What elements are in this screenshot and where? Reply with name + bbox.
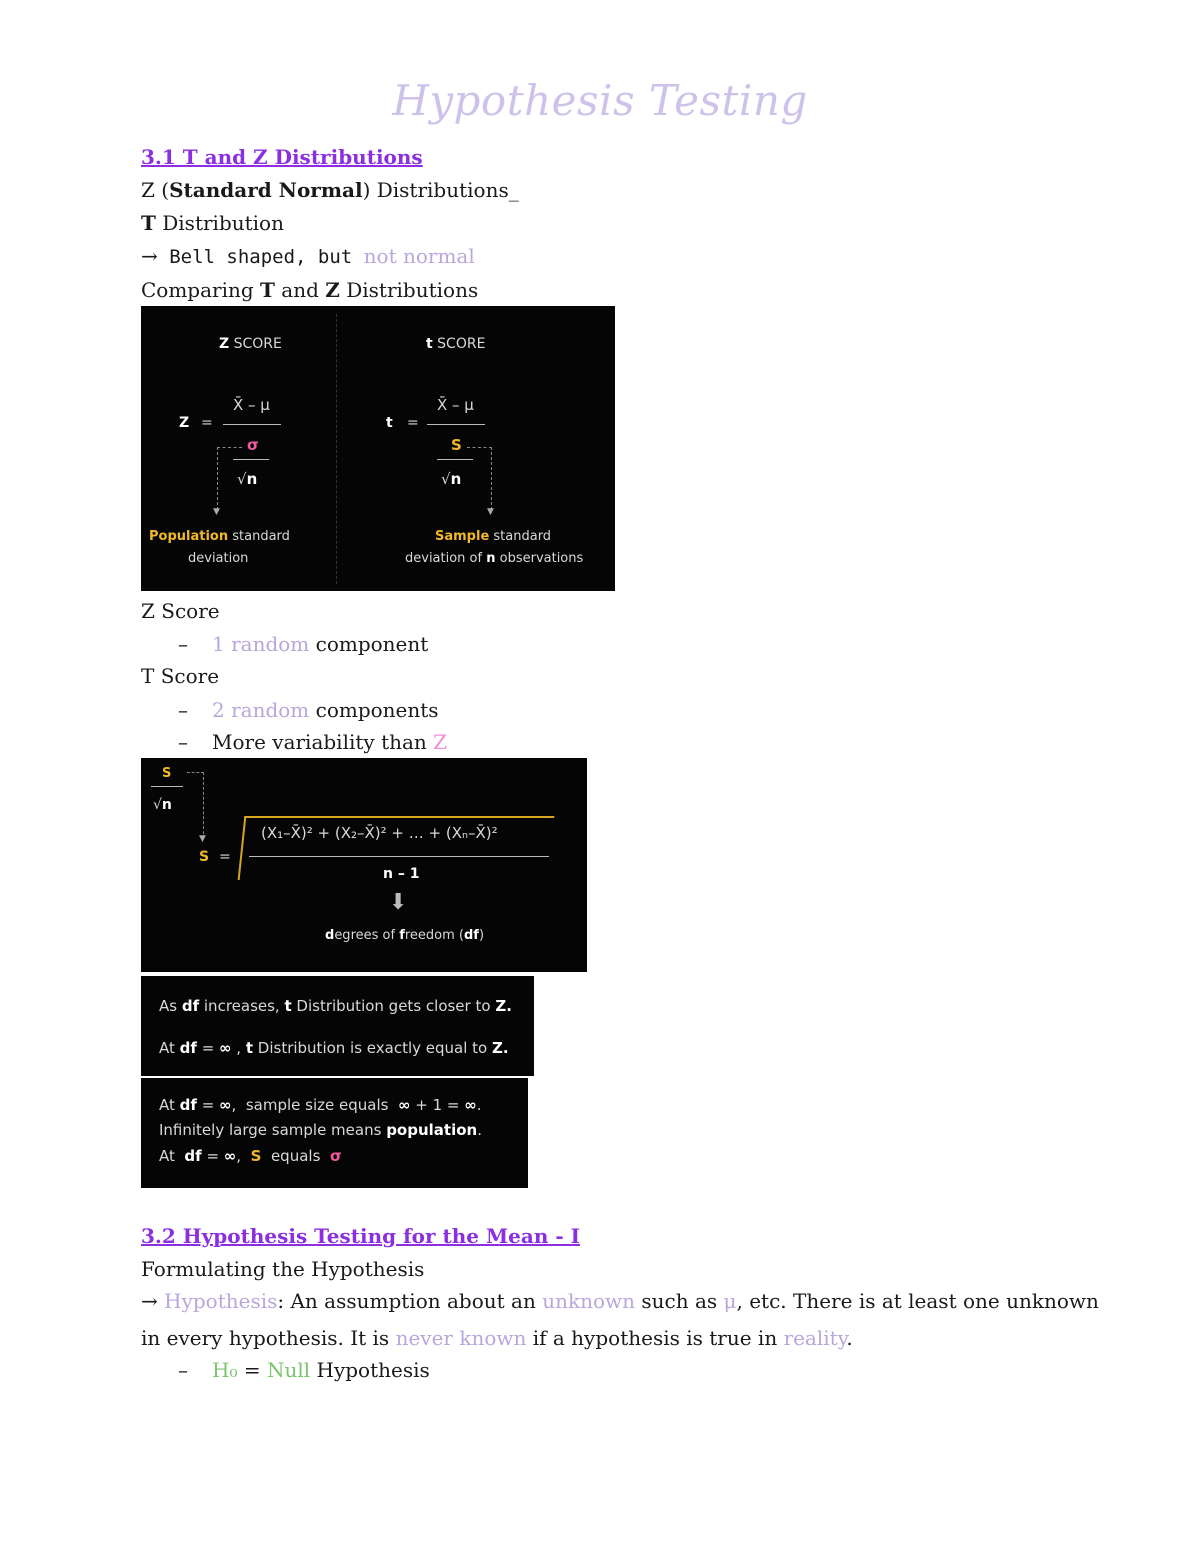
arrow-down-icon: ▼ xyxy=(199,834,206,844)
z-distribution-line: Z (Standard Normal) Distributions_ xyxy=(141,178,519,202)
population-label: Population standard xyxy=(149,529,290,544)
formula-fraction-bar xyxy=(249,856,549,857)
df-line-1: As df increases, t Distribution gets closer to Z. xyxy=(159,997,512,1015)
arrow-right-icon: → xyxy=(141,244,158,268)
sample-label: Sample standard xyxy=(435,529,552,544)
infinity-line-3: At df = ∞, S equals σ xyxy=(159,1147,342,1165)
df-line-2: At df = ∞ , t Distribution is exactly equal to Z. xyxy=(159,1039,509,1057)
degrees-of-freedom-label: degrees of freedom (df) xyxy=(325,928,485,943)
t-distribution-line: T Distribution xyxy=(141,211,284,235)
infinity-line-2: Infinitely large sample means population. xyxy=(159,1121,482,1139)
population-label-line2: deviation xyxy=(188,551,249,566)
hypothesis-definition-line-2: in every hypothesis. It is never known if a hypothesis is true in reality. xyxy=(141,1326,853,1350)
formulating-line: Formulating the Hypothesis xyxy=(141,1257,425,1281)
arrow-down-icon: ▼ xyxy=(487,507,494,517)
df-infinity-figure xyxy=(141,1078,528,1188)
sigma-symbol: σ xyxy=(247,436,259,454)
infinity-line-1: At df = ∞, sample size equals ∞ + 1 = ∞. xyxy=(159,1096,482,1114)
t-equals: = xyxy=(407,415,419,431)
small-sqrt-n: √n xyxy=(153,797,172,813)
hypothesis-definition-line-1: → Hypothesis: An assumption about an unknown such as μ, etc. There is at least one unknown xyxy=(141,1289,1099,1313)
down-arrow-icon: ⬇ xyxy=(389,890,408,915)
z-numerator: X̄ – μ xyxy=(233,396,270,414)
z-score-header: Z SCORE xyxy=(219,336,282,352)
t-dashed-pointer xyxy=(467,447,492,510)
t-score-label: T Score xyxy=(141,664,220,688)
small-fraction-bar xyxy=(151,786,183,787)
t-variable: t xyxy=(386,415,393,431)
t-fraction-bar xyxy=(427,424,485,425)
n-minus-one: n – 1 xyxy=(383,866,420,882)
section-heading-3-2[interactable]: 3.2 Hypothesis Testing for the Mean - I xyxy=(141,1224,580,1248)
bell-shaped-line: → Bell shaped, but not normal xyxy=(141,244,475,268)
z-score-label: Z Score xyxy=(141,599,220,623)
z-t-score-figure xyxy=(141,306,615,591)
arrow-down-icon: ▼ xyxy=(213,507,220,517)
z-sqrt-n: √n xyxy=(237,470,258,488)
arrow-right-icon: → xyxy=(141,1289,158,1313)
z-fraction-bar xyxy=(223,424,281,425)
sample-sd-formula-figure xyxy=(141,758,587,972)
s-small: S xyxy=(162,766,172,781)
page-title: Hypothesis Testing xyxy=(392,76,808,125)
z-equals: = xyxy=(201,415,213,431)
s-equals: = xyxy=(219,849,231,865)
divider xyxy=(336,314,337,584)
t-numerator: X̄ – μ xyxy=(437,396,474,414)
t-score-header: t SCORE xyxy=(426,336,486,352)
section-heading-3-1[interactable]: 3.1 T and Z Distributions xyxy=(141,145,423,169)
t-sqrt-n: √n xyxy=(441,470,462,488)
df-increases-figure xyxy=(141,976,534,1076)
dashed-pointer xyxy=(187,772,204,839)
s-variable: S xyxy=(199,849,210,865)
z-variable: Z xyxy=(179,415,190,431)
sample-label-line2: deviation of n observations xyxy=(405,551,584,566)
sum-of-squares: (X₁–X̄)² + (X₂–X̄)² + … + (Xₙ–X̄)² xyxy=(261,824,498,842)
s-symbol: S xyxy=(451,436,462,454)
z-dashed-pointer xyxy=(217,447,242,510)
comparing-line: Comparing T and Z Distributions xyxy=(141,278,479,302)
